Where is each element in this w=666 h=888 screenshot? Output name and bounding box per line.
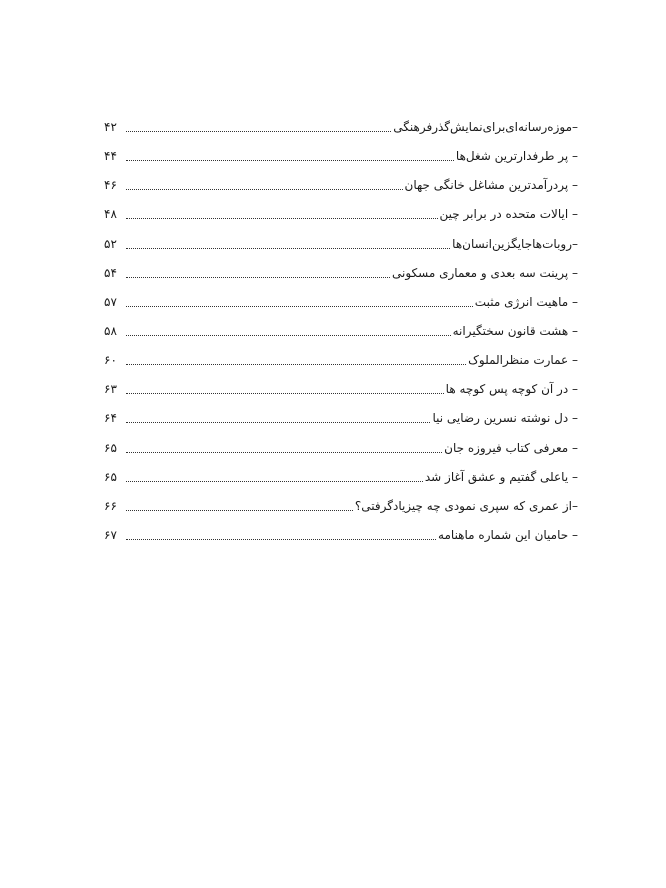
toc-entry-2 <box>104 142 578 171</box>
toc-leader-dots <box>126 248 450 249</box>
toc-entry-page: ۴۴ <box>104 149 117 164</box>
toc-entry-14 <box>104 492 578 521</box>
toc-entry-page: ۶۶ <box>104 498 117 513</box>
toc-leader-dots <box>126 393 444 394</box>
toc-entry-6 <box>104 259 578 288</box>
toc-entry-page: ۵۲ <box>104 236 117 251</box>
toc-entry-15 <box>104 521 578 550</box>
toc-entry-12 <box>104 434 578 463</box>
toc-leader-dots <box>126 189 403 190</box>
toc-entry-title: – در آن کوچه پس کوچه ها <box>445 382 578 397</box>
toc-entry-page: ۴۲ <box>104 120 117 134</box>
toc-entry-9 <box>104 346 578 375</box>
toc-leader-dots <box>126 364 466 365</box>
toc-entry-3 <box>104 171 578 200</box>
toc-leader-dots <box>126 539 436 540</box>
toc-entry-10 <box>104 375 578 404</box>
toc-entry-page: ۶۷ <box>104 527 117 542</box>
toc-entry-title: – پر طرفدارترین شغل‌ها <box>455 149 578 164</box>
toc-entry-title: –موزه‌رسانه‌ای‌برای‌نمایش‌گذرفرهنگی <box>393 120 578 134</box>
toc-leader-dots <box>126 452 442 453</box>
toc-entry-13 <box>104 463 578 492</box>
toc-leader-dots <box>126 422 430 423</box>
toc-entry-title: – پرینت سه بعدی و معماری مسکونی <box>392 265 578 280</box>
toc-leader-dots <box>126 160 454 161</box>
toc-entry-page: ۶۳ <box>104 382 117 397</box>
toc-entry-page: ۶۵ <box>104 469 117 484</box>
toc-leader-dots <box>126 277 390 278</box>
toc-entry-title: – ایالات متحده در برابر چین <box>439 207 578 222</box>
toc-entry-title: – یاعلی گفتیم و عشق آغاز شد <box>424 469 578 484</box>
toc-entry-8 <box>104 317 578 346</box>
toc-leader-dots <box>126 131 391 132</box>
toc-entry-title: – عمارت منظرالملوک <box>468 353 578 368</box>
toc-entry-page: ۴۸ <box>104 207 117 222</box>
toc-entry-page: ۵۴ <box>104 265 117 280</box>
table-of-contents <box>104 113 578 550</box>
toc-leader-dots <box>126 335 451 336</box>
toc-entry-page: ۶۴ <box>104 411 117 426</box>
toc-entry-page: ۵۷ <box>104 294 117 309</box>
toc-leader-dots <box>126 218 438 219</box>
toc-entry-title: – پردرآمدترین مشاغل خانگی جهان <box>404 178 578 193</box>
toc-entry-title: –روبات‌ها‌جایگزین‌انسان‌ها <box>452 236 578 251</box>
toc-leader-dots <box>126 306 473 307</box>
toc-entry-title: – حامیان این شماره ماهنامه <box>438 527 578 542</box>
toc-entry-title: – معرفی کتاب فیروزه جان <box>444 440 578 455</box>
toc-leader-dots <box>126 481 423 482</box>
toc-entry-title: –از عمری که سپری نمودی چه چیزیادگرفتی؟ <box>354 498 578 513</box>
toc-entry-title: – دل نوشته نسرین رضایی نیا <box>432 411 578 426</box>
toc-entry-page: ۶۵ <box>104 440 117 455</box>
toc-entry-11 <box>104 404 578 433</box>
toc-entry-5 <box>104 230 578 259</box>
toc-entry-page: ۶۰ <box>104 353 117 368</box>
toc-entry-1 <box>104 113 578 142</box>
toc-entry-title: – هشت قانون سختگیرانه <box>452 323 578 338</box>
toc-leader-dots <box>126 510 353 511</box>
toc-entry-title: – ماهیت انرژی مثبت <box>474 294 578 309</box>
toc-entry-page: ۵۸ <box>104 323 117 338</box>
toc-entry-page: ۴۶ <box>104 178 117 193</box>
toc-entry-7 <box>104 288 578 317</box>
toc-entry-4 <box>104 200 578 229</box>
